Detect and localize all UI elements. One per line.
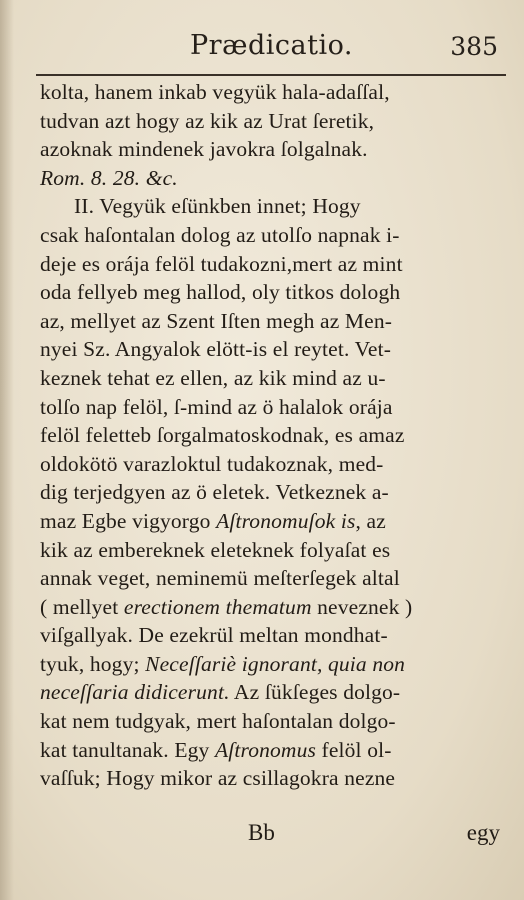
text-line bbox=[40, 650, 510, 679]
text-line bbox=[40, 307, 510, 336]
text-run: deje es orája felöl tudakozni,mert az mint bbox=[40, 251, 403, 276]
text-run: tolſo nap felöl, ſ-mind az ö halalok orája bbox=[40, 394, 393, 419]
text-line bbox=[40, 107, 510, 136]
text-line bbox=[40, 335, 510, 364]
text-run: ( mellyet bbox=[40, 594, 124, 619]
text-run: kik az embereknek eleteknek folyaſat es bbox=[40, 537, 391, 562]
text-run: csak haſontalan dolog az utolſo napnak i- bbox=[40, 222, 400, 247]
text-line bbox=[40, 707, 510, 736]
text-run: oda fellyeb meg hallod, oly titkos dologh bbox=[40, 280, 401, 305]
catchword: egy bbox=[466, 820, 500, 845]
italic-run: Neceſſariè ignorant, quia non bbox=[145, 651, 406, 676]
text-line bbox=[40, 678, 510, 707]
text-run: kat tanultanak. Egy bbox=[40, 737, 215, 762]
text-run: Az ſükſeges dolgo- bbox=[229, 680, 401, 705]
text-line bbox=[40, 364, 510, 393]
page-header bbox=[30, 28, 504, 74]
text-run: viſgallyak. De ezekrül meltan mondhat- bbox=[40, 623, 388, 648]
italic-run: Aſtronomuſok is bbox=[216, 508, 356, 533]
text-run: felöl ol- bbox=[316, 737, 392, 762]
text-line bbox=[40, 507, 510, 536]
text-run: oldokötö varazloktul tudakoznak, med- bbox=[40, 451, 384, 476]
text-run: tyuk, hogy; bbox=[40, 651, 146, 676]
text-run: azoknak mindenek javokra ſolgalnak. bbox=[40, 137, 368, 162]
text-line bbox=[40, 764, 510, 793]
text-run: vaſſuk; Hogy mikor az csillagokra nezne bbox=[40, 766, 396, 791]
text-line bbox=[40, 135, 510, 164]
text-run: nyei Sz. Angyalok elött-is el reytet. Vet- bbox=[40, 337, 392, 362]
text-run: felöl feletteb ſorgalmatoskodnak, es amaz bbox=[40, 423, 405, 448]
text-run: maz Egbe vigyorgo bbox=[40, 508, 217, 533]
body-text bbox=[40, 78, 510, 793]
text-line bbox=[40, 536, 510, 565]
running-title: Prædicatio. bbox=[190, 30, 353, 61]
text-line bbox=[40, 164, 510, 193]
text-line bbox=[40, 564, 510, 593]
text-run: neveznek ) bbox=[311, 594, 413, 619]
signature-mark: Bb bbox=[248, 820, 275, 845]
text-run: az, mellyet az Szent Iſten megh az Men- bbox=[40, 308, 393, 333]
text-run: annak veget, neminemü meſterſegek altal bbox=[40, 566, 400, 591]
header-rule bbox=[36, 74, 506, 76]
italic-run: Rom. 8. 28. &c. bbox=[40, 165, 178, 190]
italic-run: erectionem thematum bbox=[123, 594, 312, 619]
text-run: tudvan azt hogy az kik az Urat ſeretik, bbox=[40, 108, 375, 133]
text-run: kolta, hanem inkab vegyük hala-adaſſal, bbox=[40, 80, 390, 104]
text-run: keznek tehat ez ellen, az kik mind az u- bbox=[40, 365, 386, 390]
text-run: dig terjedgyen az ö eletek. Vetkeznek a- bbox=[40, 480, 389, 505]
text-line bbox=[40, 593, 510, 622]
text-line bbox=[40, 621, 510, 650]
italic-run: Aſtronomus bbox=[214, 737, 316, 762]
text-line bbox=[40, 250, 510, 279]
text-line bbox=[40, 736, 510, 765]
text-line bbox=[40, 478, 510, 507]
page-number: 385 bbox=[450, 32, 498, 61]
text-line bbox=[40, 192, 510, 221]
text-line bbox=[40, 393, 510, 422]
text-line bbox=[40, 221, 510, 250]
text-line bbox=[40, 278, 510, 307]
italic-run: neceſſaria didicerunt. bbox=[40, 680, 230, 705]
text-run: , az bbox=[355, 508, 386, 533]
text-line bbox=[40, 450, 510, 479]
text-line bbox=[40, 78, 510, 107]
text-line bbox=[40, 421, 510, 450]
text-run: kat nem tudgyak, mert haſontalan dolgo- bbox=[40, 709, 396, 734]
text-run: II. Vegyük eſünkben innet; Hogy bbox=[74, 194, 361, 219]
